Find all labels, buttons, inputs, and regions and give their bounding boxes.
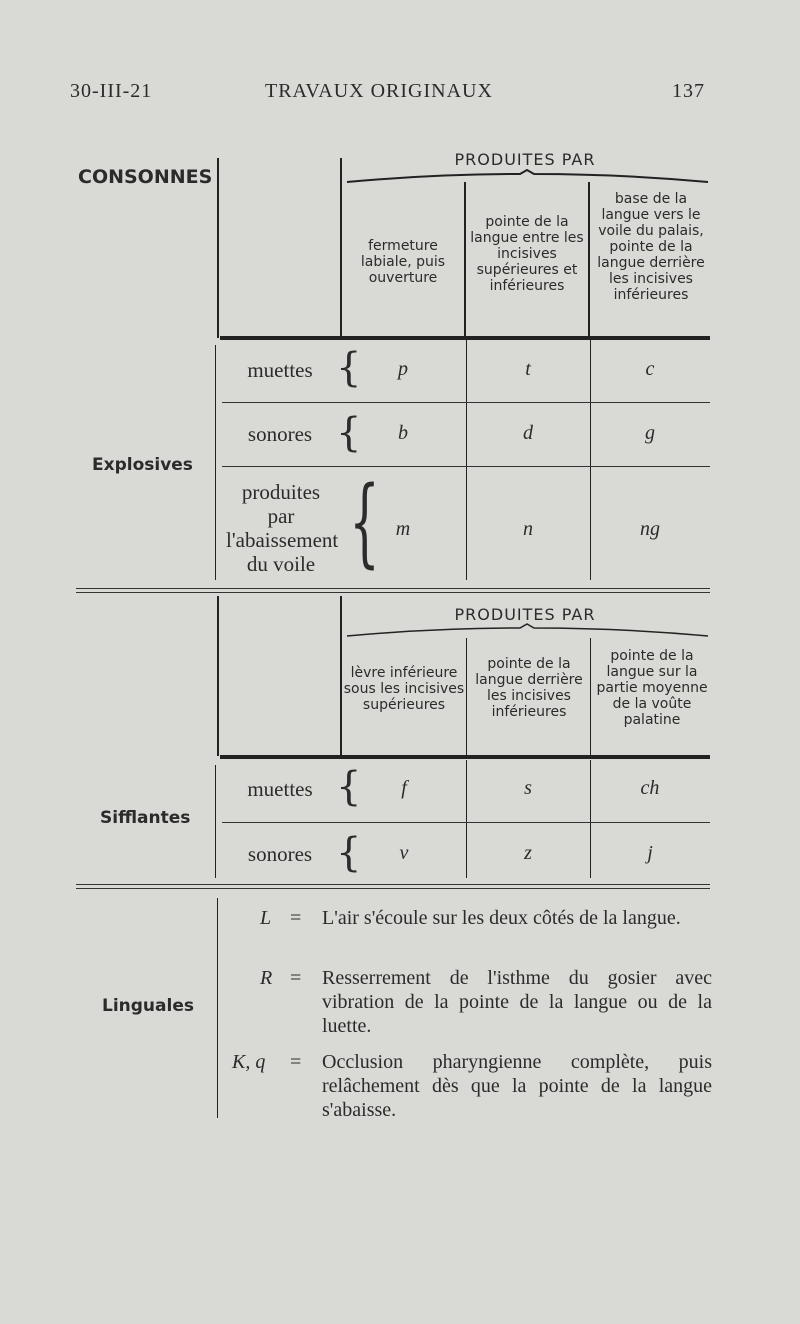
cell-j: j bbox=[647, 842, 653, 864]
running-header-left: 30-III-21 bbox=[70, 80, 153, 102]
column-header-2: pointe de la langue entre les incisives supérieures et inférieures bbox=[470, 214, 584, 294]
brace-horizontal bbox=[345, 622, 710, 638]
cell-s: s bbox=[524, 777, 532, 799]
row-label-sonores: sonores bbox=[247, 422, 313, 446]
column-header-3: pointe de la langue sur la partie moyenne de la voûte palatine bbox=[596, 648, 708, 728]
produites-par-heading: PRODUITES PAR bbox=[454, 605, 596, 624]
brace-horizontal bbox=[345, 168, 710, 184]
group-label-explosives: Explosives bbox=[92, 455, 193, 475]
brace-icon: { bbox=[336, 345, 362, 391]
cell-m: m bbox=[395, 518, 411, 540]
cell-ch: ch bbox=[640, 777, 660, 799]
cell-n: n bbox=[523, 518, 533, 540]
group-label-linguales: Linguales bbox=[102, 996, 194, 1016]
cell-ng: ng bbox=[640, 518, 660, 540]
cell-v: v bbox=[399, 842, 409, 864]
row-label-abaissement: produites par l'abaissement du voile bbox=[226, 480, 339, 576]
brace-icon: { bbox=[336, 764, 362, 810]
symbol-kq: K, q bbox=[232, 1051, 266, 1073]
cell-b: b bbox=[398, 422, 408, 444]
table-title: CONSONNES bbox=[78, 166, 213, 188]
symbol-r: R bbox=[260, 967, 273, 989]
column-header-2: pointe de la langue derrière les incisives inférieures bbox=[475, 656, 583, 720]
definition-l: L'air s'écoule sur les deux côtés de la langue. bbox=[322, 907, 681, 929]
cell-c: c bbox=[645, 358, 655, 380]
column-header-3: base de la langue vers le voile du palais, pointe de la langue derrière les incisives inférieures bbox=[597, 191, 705, 303]
cell-d: d bbox=[523, 422, 533, 444]
row-label-muettes: muettes bbox=[247, 777, 313, 801]
cell-f: f bbox=[401, 777, 407, 799]
definition-kq: Occlusion pharyngienne complète, puis relâchement dès que la pointe de la langue s'abaisse. bbox=[322, 1051, 712, 1121]
row-label-sonores: sonores bbox=[247, 842, 313, 866]
cell-p: p bbox=[398, 358, 408, 380]
page-number: 137 bbox=[672, 80, 705, 102]
symbol-l: L bbox=[260, 907, 272, 929]
equals-sign: = bbox=[290, 1051, 302, 1073]
row-label-muettes: muettes bbox=[247, 358, 313, 382]
brace-icon: { bbox=[336, 830, 362, 876]
column-header-1: fermeture labiale, puis ouverture bbox=[360, 238, 446, 286]
equals-sign: = bbox=[290, 907, 302, 929]
cell-g: g bbox=[645, 422, 655, 444]
cell-z: z bbox=[524, 842, 532, 864]
equals-sign: = bbox=[290, 967, 302, 989]
running-header-title: TRAVAUX ORIGINAUX bbox=[265, 80, 493, 102]
brace-icon: { bbox=[349, 466, 380, 578]
group-label-sifflantes: Sifflantes bbox=[100, 808, 191, 828]
definition-r: Resserrement de l'isthme du gosier avec vibration de la pointe de la langue ou de la luette. bbox=[322, 967, 712, 1037]
cell-t: t bbox=[525, 358, 531, 380]
brace-icon: { bbox=[336, 410, 362, 456]
column-header-1: lèvre inférieure sous les incisives supérieures bbox=[343, 665, 465, 713]
produites-par-heading: PRODUITES PAR bbox=[454, 150, 596, 169]
